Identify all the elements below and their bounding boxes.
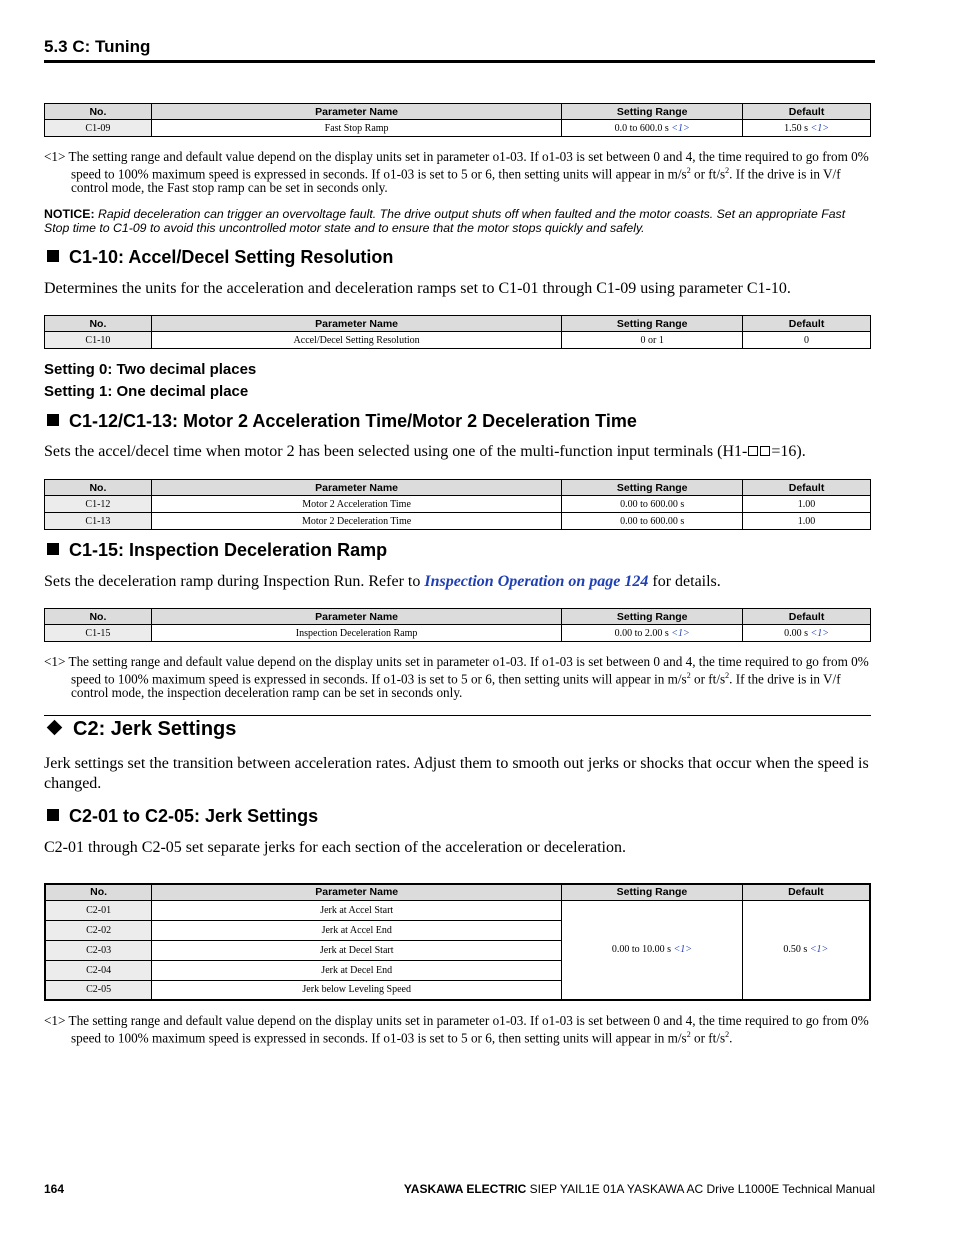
superscript: 2 xyxy=(686,671,691,680)
box-placeholder-icon xyxy=(748,446,758,456)
diamond-bullet-icon xyxy=(47,720,63,736)
footer-doc: SIEP YAIL1E 01A YASKAWA AC Drive L1000E Technical Manual xyxy=(526,1182,875,1196)
param-no: C2-03 xyxy=(45,940,152,960)
setting-1-heading: Setting 1: One decimal place xyxy=(44,383,249,400)
table-row xyxy=(45,496,871,513)
note-text-a: The setting range and default value depend on the display units set in parameter o1-03. If o1-03 is set between 0 and 4, the time required to go from 0% speed to 100% maximum speed is expressed in seconds. If o1-03 is set to 5 or 6, then setting units will appear in m/s xyxy=(68,654,869,687)
param-no: C2-02 xyxy=(45,920,152,940)
param-name: Inspection Deceleration Ramp xyxy=(151,625,561,642)
page-number: 164 xyxy=(44,1182,65,1196)
column-header-range: Setting Range xyxy=(562,104,743,120)
parameter-table-c1-10 xyxy=(44,315,871,349)
section-heading-c1-15 xyxy=(47,540,387,561)
column-header-name: Parameter Name xyxy=(151,609,561,625)
note-marker: <1> xyxy=(44,654,66,669)
header-rule xyxy=(44,60,875,63)
note-text-c: . If the drive is in V/f control mode, the inspection deceleration ramp can be set in seconds only. xyxy=(71,671,841,701)
table-row xyxy=(45,120,871,137)
param-range xyxy=(562,900,743,1000)
body-text xyxy=(44,572,872,592)
param-default xyxy=(743,120,871,137)
table-note xyxy=(44,655,872,700)
body-text-b: for details. xyxy=(648,573,721,590)
note-ref-link[interactable]: <1> xyxy=(810,627,829,639)
note-ref-link[interactable]: <1> xyxy=(671,122,690,134)
default-value: 0.00 s xyxy=(784,627,808,639)
param-no: C1-09 xyxy=(45,120,152,137)
param-name: Jerk at Accel Start xyxy=(152,900,562,920)
range-value: 0.00 to 10.00 s xyxy=(611,944,672,956)
column-header-default: Default xyxy=(743,609,871,625)
param-no: C2-01 xyxy=(45,900,152,920)
body-text-b: =16). xyxy=(771,443,806,460)
box-placeholder-icon xyxy=(760,446,770,456)
column-header-range: Setting Range xyxy=(562,316,743,332)
section-heading-c2 xyxy=(47,718,236,741)
column-header-name: Parameter Name xyxy=(152,884,562,900)
note-marker: <1> xyxy=(44,1013,66,1028)
section-heading-c1-12 xyxy=(47,411,637,432)
note-text-c: . If the drive is in V/f control mode, the Fast stop ramp can be set in seconds only. xyxy=(71,166,841,196)
heading-text: C1-10: Accel/Decel Setting Resolution xyxy=(69,247,394,267)
parameter-table-c1-15 xyxy=(44,608,871,642)
body-text: Determines the units for the acceleration and deceleration ramps set to C1-01 through C1-09 using parameter C1-10. xyxy=(44,280,791,297)
body-text xyxy=(44,442,872,462)
note-ref-link[interactable]: <1> xyxy=(809,944,829,956)
superscript: 2 xyxy=(725,1030,730,1039)
heading-text: C2-01 to C2-05: Jerk Settings xyxy=(69,806,319,826)
column-header-default: Default xyxy=(743,316,871,332)
square-bullet-icon xyxy=(47,543,59,555)
param-no: C1-15 xyxy=(45,625,152,642)
footer-doc-title xyxy=(404,1182,875,1196)
superscript: 2 xyxy=(725,671,730,680)
range-value: 0.0 to 600.0 s xyxy=(614,122,669,134)
column-header-default: Default xyxy=(743,104,871,120)
param-default: 1.00 xyxy=(743,496,871,513)
footer-brand: YASKAWA ELECTRIC xyxy=(403,1182,527,1196)
heading-text: C1-12/C1-13: Motor 2 Acceleration Time/Motor 2 Deceleration Time xyxy=(69,411,637,431)
note-ref-link[interactable]: <1> xyxy=(810,122,829,134)
table-row xyxy=(45,332,871,349)
param-no: C2-04 xyxy=(45,960,152,980)
column-header-range: Setting Range xyxy=(562,480,743,496)
param-no: C1-13 xyxy=(45,513,152,530)
note-text-a: The setting range and default value depend on the display units set in parameter o1-03. If o1-03 is set between 0 and 4, the time required to go from 0% speed to 100% maximum speed is expressed in seconds. If o1-03 is set to 5 or 6, then setting units will appear in m/s xyxy=(68,149,869,182)
column-header-range: Setting Range xyxy=(562,884,743,900)
parameter-table-c2 xyxy=(44,883,871,1001)
param-default: 0 xyxy=(743,332,871,349)
param-range xyxy=(562,625,743,642)
note-text-b: or ft/s xyxy=(690,166,726,182)
setting-0-heading: Setting 0: Two decimal places xyxy=(44,361,257,378)
column-header-name: Parameter Name xyxy=(151,480,561,496)
square-bullet-icon xyxy=(47,414,59,426)
param-no: C2-05 xyxy=(45,980,152,1000)
default-value: 1.50 s xyxy=(784,122,808,134)
note-text-b: or ft/s xyxy=(690,1030,726,1046)
table-row xyxy=(45,625,871,642)
range-value: 0.00 to 2.00 s xyxy=(614,627,669,639)
parameter-table-c1-12 xyxy=(44,479,871,530)
note-marker: <1> xyxy=(44,149,66,164)
heading-text: C1-15: Inspection Deceleration Ramp xyxy=(69,540,388,560)
column-header-no: No. xyxy=(45,884,152,900)
param-range: 0 or 1 xyxy=(562,332,743,349)
parameter-table-c1-09 xyxy=(44,103,871,137)
note-text-b: or ft/s xyxy=(690,671,726,687)
param-name: Motor 2 Deceleration Time xyxy=(151,513,561,530)
table-note xyxy=(44,1014,872,1045)
param-name: Jerk at Decel Start xyxy=(152,940,562,960)
section-title: 5.3 C: Tuning xyxy=(44,37,151,56)
param-name: Motor 2 Acceleration Time xyxy=(151,496,561,513)
column-header-name: Parameter Name xyxy=(151,316,561,332)
column-header-default: Default xyxy=(743,480,871,496)
param-default: 1.00 xyxy=(743,513,871,530)
body-text-a: Sets the deceleration ramp during Inspection Run. Refer to xyxy=(44,573,425,590)
notice-box xyxy=(44,207,872,235)
param-default xyxy=(742,900,870,1000)
square-bullet-icon xyxy=(47,250,59,262)
section-heading-c1-10 xyxy=(47,247,393,268)
column-header-range: Setting Range xyxy=(562,609,743,625)
param-name: Fast Stop Ramp xyxy=(151,120,561,137)
column-header-name: Parameter Name xyxy=(151,104,561,120)
body-text-a: Sets the accel/decel time when motor 2 has been selected using one of the multi-function input terminals (H1- xyxy=(44,443,748,460)
param-name: Accel/Decel Setting Resolution xyxy=(151,332,561,349)
param-range: 0.00 to 600.00 s xyxy=(562,496,743,513)
superscript: 2 xyxy=(725,166,730,175)
param-default xyxy=(743,625,871,642)
square-bullet-icon xyxy=(47,809,59,821)
note-ref-link[interactable]: <1> xyxy=(673,944,693,956)
column-header-default: Default xyxy=(742,884,870,900)
note-ref-link[interactable]: <1> xyxy=(671,627,690,639)
table-row xyxy=(45,900,870,920)
param-range xyxy=(562,120,743,137)
column-header-no: No. xyxy=(45,480,152,496)
default-value: 0.50 s xyxy=(783,944,808,956)
column-header-no: No. xyxy=(45,609,152,625)
table-row xyxy=(45,513,871,530)
page-reference-link[interactable]: Inspection Operation on page 124 xyxy=(424,573,649,590)
note-text-c: . xyxy=(729,1030,733,1046)
column-header-no: No. xyxy=(45,104,152,120)
param-no: C1-10 xyxy=(45,332,152,349)
body-text: C2-01 through C2-05 set separate jerks for each section of the acceleration or deceleration. xyxy=(44,839,626,856)
column-header-no: No. xyxy=(45,316,152,332)
param-range: 0.00 to 600.00 s xyxy=(562,513,743,530)
notice-text: Rapid deceleration can trigger an overvoltage fault. The drive output shuts off when faulted and the motor coasts. Set an appropriate Fast Stop time to C1-09 to avoid this uncontrolled motor state and to ensure that the motor stops quickly and safely. xyxy=(44,207,846,235)
param-name: Jerk below Leveling Speed xyxy=(152,980,562,1000)
note-text-a: The setting range and default value depend on the display units set in parameter o1-03. If o1-03 is set between 0 and 4, the time required to go from 0% speed to 100% maximum speed is expressed in seconds. If o1-03 is set to 5 or 6, then setting units will appear in m/s xyxy=(68,1013,869,1046)
param-no: C1-12 xyxy=(45,496,152,513)
table-note xyxy=(44,150,872,195)
notice-label: NOTICE: xyxy=(44,207,95,221)
superscript: 2 xyxy=(686,166,691,175)
param-name: Jerk at Accel End xyxy=(152,920,562,940)
superscript: 2 xyxy=(686,1030,691,1039)
section-heading-c2-01 xyxy=(47,806,318,827)
param-name: Jerk at Decel End xyxy=(152,960,562,980)
body-text: Jerk settings set the transition between acceleration rates. Adjust them to smooth out jerks or shocks that occur when the speed is changed. xyxy=(44,755,869,792)
section-divider xyxy=(44,715,871,716)
heading-text: C2: Jerk Settings xyxy=(73,718,237,740)
